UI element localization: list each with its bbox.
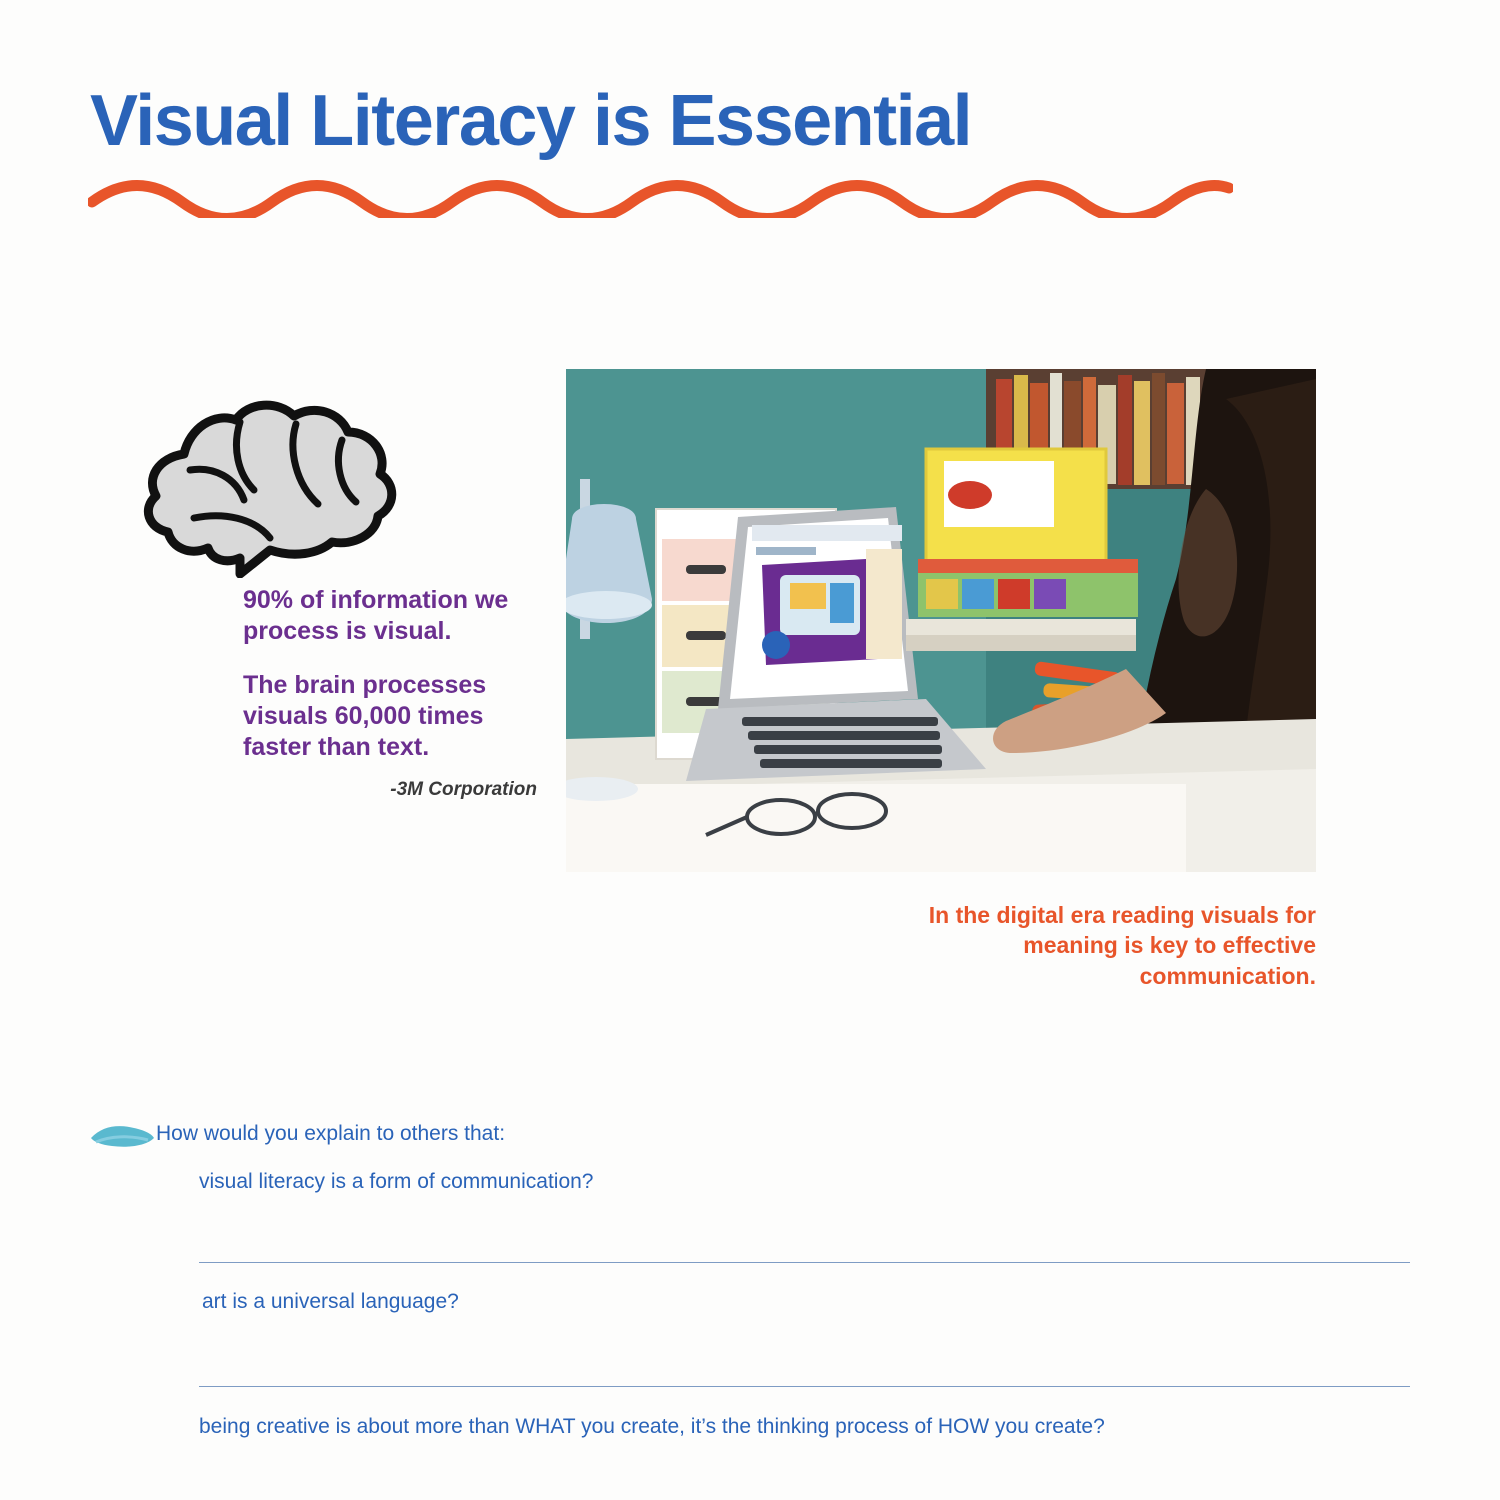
answer-line-1[interactable] [199,1262,1410,1263]
stat-attribution: -3M Corporation [390,779,537,801]
page-title: Visual Literacy is Essential [90,81,972,161]
brush-stroke-icon [88,1120,156,1150]
photo-caption: In the digital era reading visuals for meaning is key to effective communication. [928,902,1316,989]
question-3: being creative is about more than WHAT you create, it’s the thinking process of HOW you create? [199,1415,1105,1438]
title-underline-squiggle [88,178,1233,218]
classroom-photo [566,369,1316,872]
questions-intro: How would you explain to others that: [156,1122,506,1145]
stat-line-2: The brain processes visuals 60,000 times faster than text. [243,670,487,761]
question-2: art is a universal language? [202,1290,459,1313]
question-1: visual literacy is a form of communication? [199,1170,594,1193]
stats-block [243,585,543,801]
brain-icon [128,378,418,578]
stat-line-1: 90% of information we process is visual. [243,586,509,646]
answer-line-2[interactable] [199,1386,1410,1387]
